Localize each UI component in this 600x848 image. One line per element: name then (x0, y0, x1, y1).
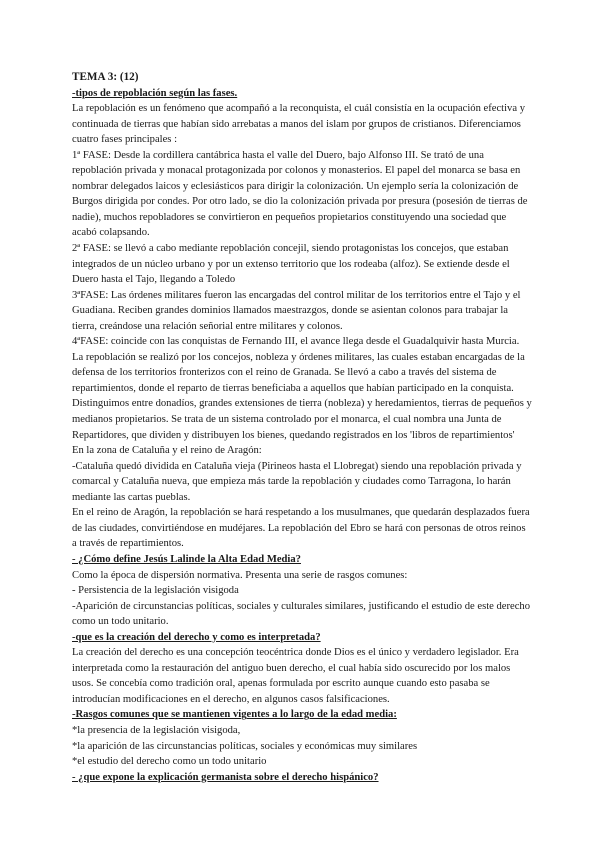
paragraph-creacion-derecho: La creación del derecho es una concepción teocéntrica donde Dios es el único y verdadero legislador. Era interpretada como la restauración del antiguo buen derecho, el cual había sido oscurecido por los malos usos. Se concebía como tradición oral, apenas formulada por escrito aunque cuando esto pasaba se introducían modificaciones en el derecho, en algunos casos falsificaciones. (72, 647, 519, 705)
paragraph-fase-3: 3ªFASE: Las órdenes militares fueron las encargadas del control militar de los territorios entre el Tajo y el Guadiana. Reciben grandes dominios llamados maestrazgos, donde se asientan colonos para trabajar la tierra, creándose una relación señorial entre militares y colonos. (72, 289, 521, 332)
paragraph-fase-4: 4ªFASE: coincide con las conquistas de Fernando III, el avance llega desde el Guadalquivir hasta Murcia. La repoblación se realizó por los concejos, nobleza y órdenes militares, las cuales estaban encargadas de la defensa de los territorios fronterizos con el reino de Granada. Se llevó a cabo a través del sistema de repartimientos, donde el reparto de tierras beneficiaba a aquellos que habían participado en la conquista. Distinguimos entre donadíos, grandes extensiones de tierra (nobleza) y heredamientos, tierras de pequeños y medianos propietarios. Se trata de un sistema controlado por el monarca, el cual nombra una Junta de Repartidores, que dividen y distribuyen los bienes, quedando registrados en los 'libros de repartimientos' (72, 336, 532, 441)
list-item-circunstancias: -Aparición de circunstancias políticas, sociales y culturales similares, justificando el estudio de este derecho como un todo unitario. (72, 600, 531, 628)
section-heading-creacion-derecho: -que es la creación del derecho y como es interpretada? (72, 631, 321, 643)
paragraph-cataluna: -Cataluña quedó dividida en Cataluña vieja (Pirineos hasta el Llobregat) siendo una repoblación privada y comarcal y Cataluña nueva, que empieza más tarde la repoblación y ciudades como Tarragona, lo harán mediante las cartas pueblas. (72, 460, 522, 503)
section-heading-rasgos-comunes: -Rasgos comunes que se mantienen vigentes a lo largo de la edad media: (72, 709, 397, 721)
paragraph-fase-2: 2ª FASE: se llevó a cabo mediante repoblación concejil, siendo protagonistas los concejos, que estaban integrados de un núcleo urbano y por un extenso territorio que los rodeaba (alfoz). Se extiende desde el Duero hasta el Tajo, llegando a Toledo (72, 243, 510, 286)
paragraph-dispersion: Como la época de dispersión normativa. Presenta una serie de rasgos comunes: (72, 569, 408, 581)
paragraph-cataluna-aragon: En la zona de Cataluña y el reino de Aragón: (72, 445, 262, 457)
paragraph-fase-1: 1ª FASE: Desde la cordillera cantábrica hasta el valle del Duero, bajo Alfonso III. Se trató de una repoblación privada y monacal protagonizada por colonos y monasterios. El papel del monarca se basa en nombrar delegados laicos y eclesiásticos para dirigir la colonización. Un ejemplo sería la colonización de Burgos dirigida por condes. Por otro lado, se dio la colonización privada por presura (posesión de tierras de nadie), muchos repobladores se convirtieron en pequeños propietarios constituyendo una sociedad que acabó colapsando. (72, 149, 528, 239)
list-item-visigoda: - Persistencia de la legislación visigoda (72, 585, 239, 597)
list-item-rasgo-1: *la presencia de la legislación visigoda, (72, 724, 241, 736)
section-heading-lalinde: - ¿Cómo define Jesús Lalinde la Alta Edad Media? (72, 553, 301, 565)
section-heading-germanista: - ¿que expone la explicación germanista sobre el derecho hispánico? (72, 771, 379, 783)
document-page (72, 70, 532, 785)
paragraph-intro: La repoblación es un fenómeno que acompañó a la reconquista, el cuál consistía en la ocupación efectiva y continuada de tierras que habían sido arrebatas a manos del islam por grupos de cristianos. Diferenciamos cuatro fases principales : (72, 103, 525, 146)
list-item-rasgo-2: *la aparición de las circunstancias políticas, sociales y económicas muy similares (72, 740, 418, 752)
section-heading-repoblacion: -tipos de repoblación según las fases. (72, 87, 238, 99)
list-item-rasgo-3: *el estudio del derecho como un todo unitario (72, 756, 267, 768)
document-title: TEMA 3: (12) (72, 71, 139, 83)
paragraph-aragon: En el reino de Aragón, la repoblación se hará respetando a los musulmanes, que quedarán desplazados fuera de las ciudades, convirtiéndose en mudéjares. La repoblación del Ebro se hará con personas de otros reinos a través de repartimientos. (72, 507, 530, 550)
